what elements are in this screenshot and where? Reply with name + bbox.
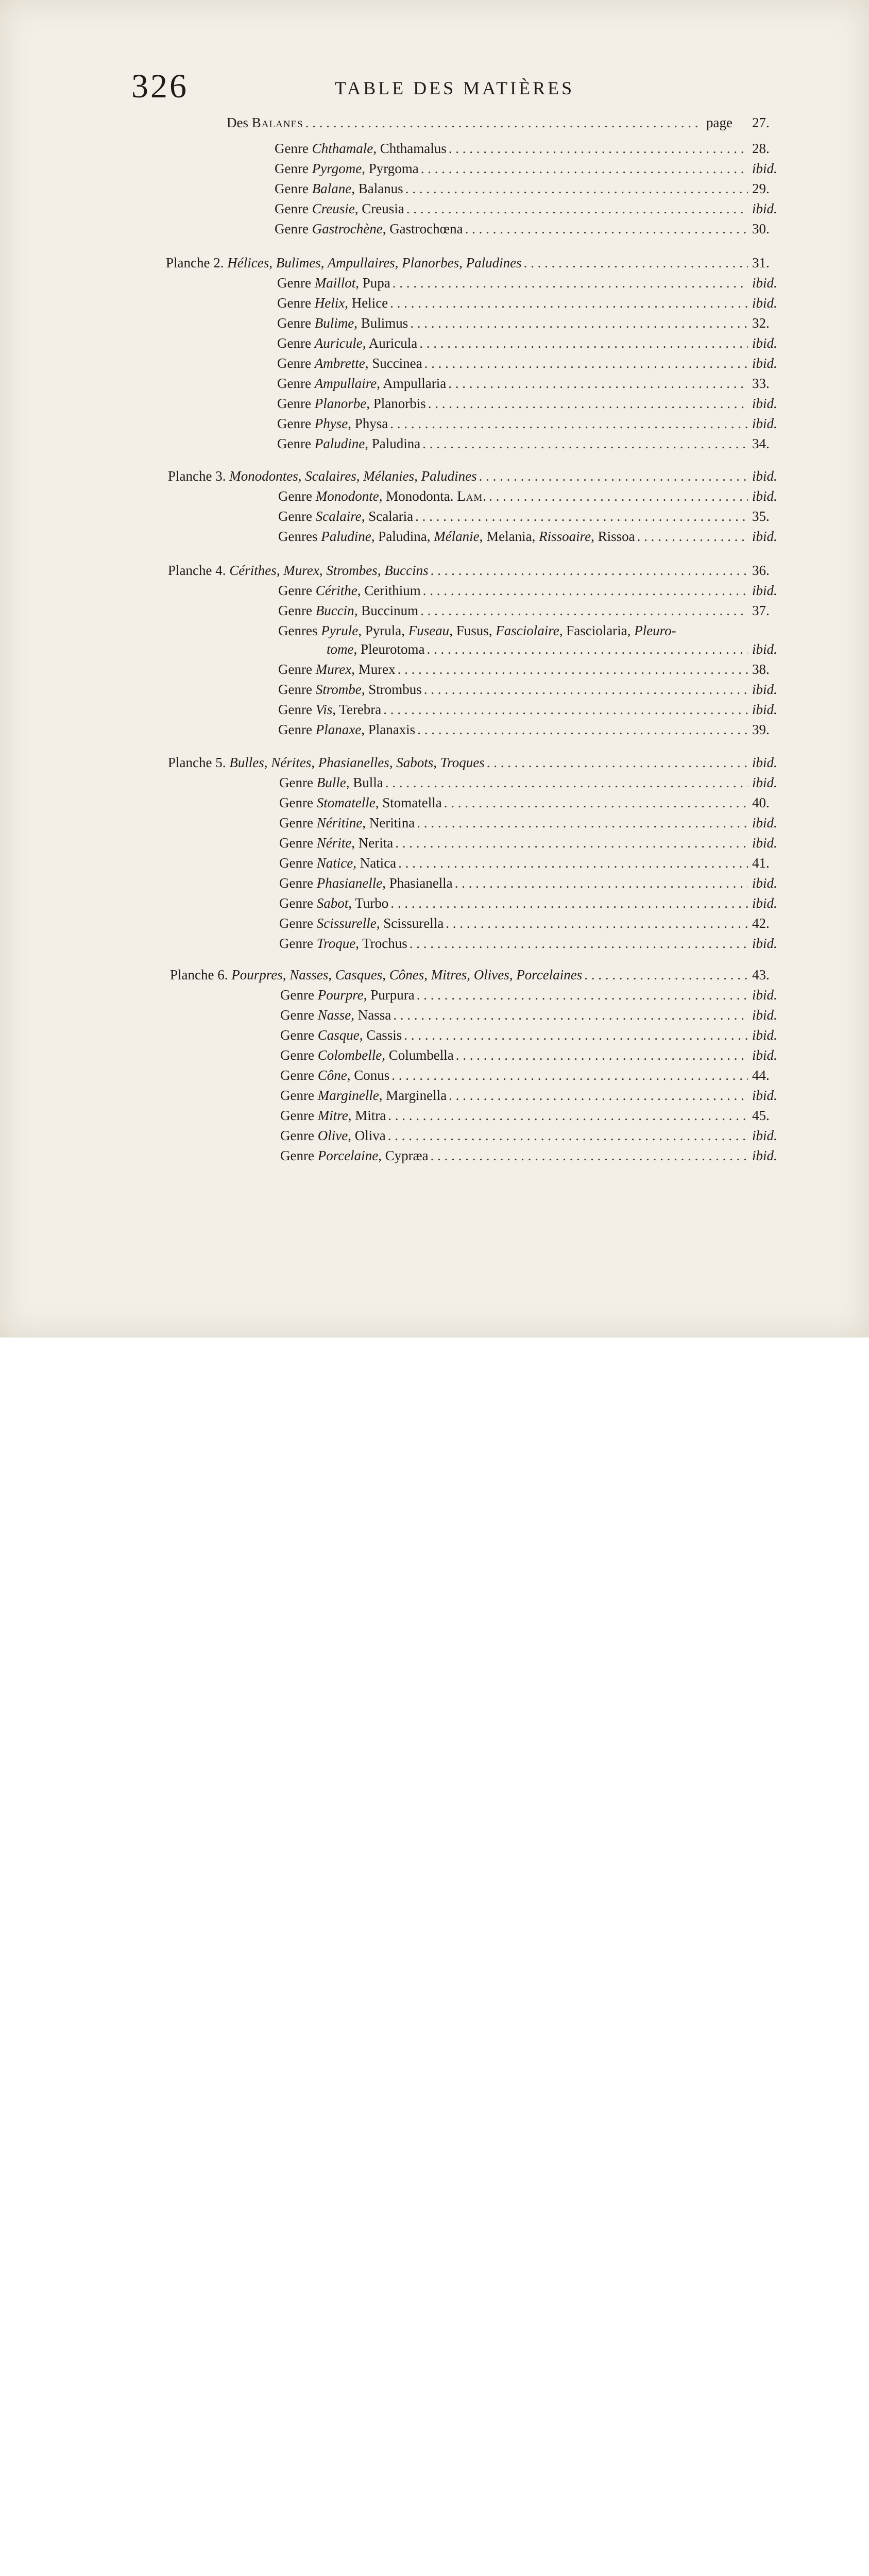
entry-latin-name: , Conus xyxy=(347,1067,390,1083)
toc-entry xyxy=(280,1086,788,1105)
entry-lead: Genre xyxy=(280,1067,318,1083)
entry-latin-name: , Auricula xyxy=(362,335,418,351)
entry-lead: Genre xyxy=(278,603,316,618)
entry-lead: Genre xyxy=(279,895,317,911)
entry-lead: Genre xyxy=(277,295,315,311)
entry-genus-name: Nasse xyxy=(317,1007,351,1023)
entry-latin-name: , Creusia xyxy=(354,201,404,216)
toc-entry xyxy=(279,914,788,933)
entry-lead: Genre xyxy=(280,1128,318,1143)
entry-lead: Planche 6. xyxy=(170,967,232,982)
toc-entry xyxy=(280,1066,788,1084)
entry-latin-name: , Nassa xyxy=(351,1007,391,1023)
dot-leader xyxy=(390,414,748,433)
toc-entry xyxy=(279,834,788,852)
entry-lead: Genre xyxy=(279,875,317,891)
toc-entry xyxy=(278,527,788,546)
dot-leader xyxy=(393,1006,748,1024)
dot-leader xyxy=(305,113,702,132)
entry-genus-name: Murex xyxy=(315,662,352,677)
entry-latin-name: , Chthamalus xyxy=(373,141,447,156)
entry-lead: Genre xyxy=(278,682,316,697)
dot-leader xyxy=(423,581,748,600)
toc-entry xyxy=(279,874,788,892)
entry-latin-name: , Neritina xyxy=(362,815,415,831)
entry-genus-name: Olive xyxy=(317,1128,348,1143)
toc-entry xyxy=(275,199,788,218)
entry-lead: Genre xyxy=(280,1007,318,1023)
dot-leader xyxy=(584,965,748,984)
entry-latin-name: , Stomatella xyxy=(375,795,442,810)
entry-genus-name: Pyrule xyxy=(321,623,359,638)
toc-entry xyxy=(275,179,788,198)
entry-latin-name: , Melania, xyxy=(479,529,539,544)
entry-genus-name: Rissoaire xyxy=(539,529,591,544)
toc-entry xyxy=(278,601,788,620)
entry-genus-name: Creusie xyxy=(312,201,355,216)
toc-entry xyxy=(170,965,788,984)
page-reference: ibid. xyxy=(752,1047,777,1063)
toc-entry xyxy=(279,934,788,953)
entry-latin-name: , Bulla xyxy=(346,775,383,790)
toc-entry xyxy=(168,561,788,580)
toc-entry xyxy=(277,414,788,433)
page-reference: 33. xyxy=(752,376,770,391)
page-reference: ibid. xyxy=(752,1007,777,1023)
entry-genus-name: Nérite xyxy=(316,835,352,851)
toc-entry xyxy=(280,1026,788,1044)
page-reference: ibid. xyxy=(752,895,777,911)
toc-entry xyxy=(280,986,788,1004)
page-reference: ibid. xyxy=(752,161,777,176)
entry-latin-name: , Gastrochœna xyxy=(382,221,463,236)
entry-genus-name: Buccin xyxy=(315,603,354,618)
entry-genus-name: Gastrochène xyxy=(312,221,383,236)
entry-genus-name: Ambrette xyxy=(314,355,365,371)
dot-leader xyxy=(393,274,748,292)
dot-leader xyxy=(448,374,748,393)
entry-lead: Genre xyxy=(275,161,312,176)
dot-leader xyxy=(424,354,748,372)
entry-latin-name: , Terebra xyxy=(332,702,382,717)
entry-latin-name: , Strombus xyxy=(361,682,422,697)
toc-entry xyxy=(280,1046,788,1064)
running-head: TABLE DES MATIÈRES xyxy=(335,78,575,98)
page-reference: 39. xyxy=(752,722,770,737)
page-reference: 40. xyxy=(752,795,770,810)
entry-latin-name: , Trochus xyxy=(355,936,407,951)
entry-latin-name: , Succinea xyxy=(365,355,422,371)
toc-entry xyxy=(278,621,788,640)
page-reference: 29. xyxy=(752,181,770,196)
toc-entry xyxy=(166,253,788,272)
entry-genus-name: Pyrgome xyxy=(312,161,362,176)
entry-lead: Genre xyxy=(279,775,317,790)
page-reference: 43. xyxy=(752,967,770,982)
entry-genus-name: Fasciolaire xyxy=(496,623,559,638)
entry-genus-name: Cône xyxy=(317,1067,347,1083)
entry-genus-name: Scissurelle xyxy=(316,916,377,931)
entry-latin-name: , Cerithium xyxy=(357,583,421,598)
page-reference: ibid. xyxy=(752,682,777,697)
entry-latin-name: , Scissurella xyxy=(376,916,444,931)
page-reference: ibid. xyxy=(752,488,777,504)
toc-entry xyxy=(279,814,788,832)
page-reference: ibid. xyxy=(752,815,777,831)
page-reference: ibid. xyxy=(752,775,777,790)
toc-entry xyxy=(278,720,788,739)
entry-latin-name: , Pleurotoma xyxy=(353,641,425,657)
dot-leader xyxy=(455,874,748,892)
dot-leader xyxy=(405,179,748,198)
dot-leader xyxy=(487,753,748,772)
page-reference: ibid. xyxy=(752,641,777,657)
page-reference: 27. xyxy=(752,115,770,130)
toc-entry xyxy=(277,314,788,332)
dot-leader xyxy=(390,894,748,912)
entry-genus-name: Ampullaire xyxy=(314,376,377,391)
entry-lead: Planche 5. xyxy=(168,755,230,770)
entry-latin-name: , Rissoa xyxy=(591,529,635,544)
entry-latin-name: , Paludina xyxy=(365,436,421,451)
entry-lead: Genre xyxy=(279,815,317,831)
page-reference: ibid. xyxy=(752,702,777,717)
page-reference: 42. xyxy=(752,916,770,931)
toc-entry xyxy=(278,581,788,600)
entry-lead: Genre xyxy=(280,1088,318,1103)
entry-genus-name: Colombelle xyxy=(317,1047,382,1063)
dot-leader xyxy=(419,334,748,352)
dot-leader xyxy=(417,814,748,832)
dot-leader xyxy=(410,934,748,953)
entry-lead: Planche 3. xyxy=(168,468,230,484)
entry-lead: Genre xyxy=(277,335,315,351)
page-reference: ibid. xyxy=(752,335,777,351)
toc-entry xyxy=(277,374,788,393)
dot-leader xyxy=(421,159,748,178)
entry-genus-name: Stomatelle xyxy=(316,795,376,810)
toc-entry xyxy=(279,894,788,912)
entry-lead: Genre xyxy=(275,181,312,196)
entry-genus-name: Paludine xyxy=(321,529,371,544)
entry-genus-name: Balane xyxy=(312,181,352,196)
toc-entry xyxy=(277,334,788,352)
dot-leader xyxy=(390,294,748,312)
entry-genus-name: Fuseau xyxy=(408,623,450,638)
dot-leader xyxy=(398,660,748,679)
entry-lead: Genre xyxy=(275,141,312,156)
toc-entry xyxy=(327,640,788,658)
entry-lead: Genre xyxy=(275,221,312,236)
toc-entry xyxy=(278,680,788,699)
entry-lead: Genre xyxy=(275,201,312,216)
toc-entry xyxy=(277,274,788,292)
toc-entry xyxy=(275,139,788,158)
dot-leader xyxy=(410,314,748,332)
entry-lead: Genre xyxy=(280,1108,318,1123)
page-reference: ibid. xyxy=(752,275,777,291)
entry-lead: Genre xyxy=(278,722,316,737)
entry-lead: Genre xyxy=(278,509,316,524)
page-reference: ibid. xyxy=(752,1148,777,1163)
dot-leader xyxy=(388,1126,748,1145)
entry-genus-name: Natice xyxy=(316,855,353,871)
entry-genus-name: Paludine xyxy=(314,436,365,451)
entry-lead: Genre xyxy=(277,355,315,371)
entry-genus-name: Helix xyxy=(314,295,345,311)
dot-leader xyxy=(420,601,748,620)
entry-lead: Genre xyxy=(277,396,315,411)
entry-latin-name: , Oliva xyxy=(348,1128,386,1143)
entry-latin-name: , Scalaria xyxy=(361,509,414,524)
page-reference: ibid. xyxy=(752,835,777,851)
entry-latin-name: , Helice xyxy=(345,295,388,311)
entry-latin-name: , Ampullaria xyxy=(377,376,447,391)
dot-leader xyxy=(449,139,748,158)
entry-genus-name: Hélices, Bulimes, Ampullaires, Planorbes, Paludines xyxy=(227,255,522,270)
entry-genus-name: Monodonte xyxy=(315,488,379,504)
entry-lead: Genre xyxy=(277,315,315,331)
page-word: page xyxy=(706,115,732,130)
dot-leader xyxy=(524,253,748,272)
entry-genus-name: Pleuro- xyxy=(634,623,676,638)
page-reference: 44. xyxy=(752,1067,770,1083)
entry-latin-name: , Physa xyxy=(348,416,388,431)
dot-leader xyxy=(465,219,748,238)
entry-lead: Genre xyxy=(279,795,317,810)
entry-lead: Genre xyxy=(280,1047,318,1063)
entry-latin-name: , Cypræa xyxy=(378,1148,429,1163)
toc-entry xyxy=(275,159,788,178)
entry-genus-name: Casque xyxy=(317,1027,360,1043)
dot-leader xyxy=(456,1046,748,1064)
dot-leader xyxy=(431,1146,748,1165)
toc-entry xyxy=(280,1146,788,1165)
dot-leader xyxy=(385,773,748,792)
toc-entry xyxy=(277,394,788,413)
entry-genus-name: Porcelaine xyxy=(317,1148,379,1163)
toc-entry xyxy=(280,1126,788,1145)
entry-latin-name: , Murex xyxy=(351,662,396,677)
dot-leader xyxy=(479,467,748,485)
entry-genus-name: Néritine xyxy=(316,815,363,831)
page-reference: ibid. xyxy=(752,936,777,951)
entry-genus-name: Planorbe xyxy=(314,396,367,411)
toc-entry xyxy=(168,467,788,485)
dot-leader xyxy=(424,680,748,699)
dot-leader xyxy=(395,834,748,852)
entry-latin-name: , Paludina, xyxy=(371,529,434,544)
entry-lead: Genre xyxy=(277,436,315,451)
entry-genus-name: Pourpres, Nasses, Casques, Cônes, Mitres, Olives, Porcelaines xyxy=(231,967,583,982)
entry-latin-name: , Pyrula, xyxy=(358,623,408,638)
page-reference: 36. xyxy=(752,563,770,578)
page-reference: 41. xyxy=(752,855,770,871)
entry-genus-name: Sabot xyxy=(316,895,349,911)
entry-genus-name: Marginelle xyxy=(317,1088,379,1103)
page-reference: ibid. xyxy=(752,987,777,1003)
entry-latin-name: , Nerita xyxy=(351,835,394,851)
dot-leader xyxy=(489,487,748,505)
page-reference: 32. xyxy=(752,315,770,331)
page-number: 326 xyxy=(131,67,189,105)
toc-entry xyxy=(279,773,788,792)
entry-latin-name: , Natica xyxy=(353,855,397,871)
entry-latin-name: , Planorbis xyxy=(366,396,426,411)
entry-genus-name: Monodontes, Scalaires, Mélanies, Paludines xyxy=(229,468,477,484)
page-reference: ibid. xyxy=(752,396,777,411)
entry-latin-name: , Pyrgoma xyxy=(362,161,419,176)
entry-lead: Genre xyxy=(278,488,316,504)
entry-lead: Genre xyxy=(277,416,315,431)
entry-latin-name: , Turbo xyxy=(348,895,389,911)
toc-entry xyxy=(168,753,788,772)
entry-genus-name: Planaxe xyxy=(315,722,362,737)
entry-genus-name: Physe xyxy=(314,416,348,431)
entry-lead: Genre xyxy=(279,835,317,851)
entry-genus-name: Cérithes, Murex, Strombes, Buccins xyxy=(229,563,429,578)
page-reference: 45. xyxy=(752,1108,770,1123)
entry-latin-name: , Planaxis xyxy=(361,722,416,737)
entry-lead: Genre xyxy=(280,1027,318,1043)
entry-lead: Genre xyxy=(280,987,318,1003)
entry-latin-name: , Cassis xyxy=(359,1027,402,1043)
entry-genus-name: Cérithe xyxy=(315,583,357,598)
page-reference: 35. xyxy=(752,509,770,524)
entry-lead: Genre xyxy=(278,583,316,598)
dot-leader xyxy=(449,1086,748,1105)
toc-entry xyxy=(280,1106,788,1125)
entry-latin-name: , Fusus, xyxy=(449,623,496,638)
page-reference: 37. xyxy=(752,603,770,618)
dot-leader xyxy=(637,527,748,546)
entry-lead: Planche 4. xyxy=(168,563,230,578)
toc-entry xyxy=(280,1006,788,1024)
toc-entry xyxy=(277,294,788,312)
dot-leader xyxy=(427,640,748,658)
page-reference: 34. xyxy=(752,436,770,451)
entry-genus-name: Auricule xyxy=(314,335,363,351)
entry-latin-name: , Marginella xyxy=(379,1088,447,1103)
toc-entry xyxy=(278,700,788,719)
entry-genus-name: Strombe xyxy=(315,682,362,697)
entry-latin-name: , Columbella xyxy=(382,1047,454,1063)
toc-entry xyxy=(277,354,788,372)
entry-latin-name: , Balanus xyxy=(351,181,403,196)
entry-latin-name: , Monodonta. xyxy=(379,488,457,504)
page-reference: 31. xyxy=(752,255,770,270)
entry-latin-name: , Mitra xyxy=(348,1108,386,1123)
entry-lead: Genre xyxy=(278,662,316,677)
dot-leader xyxy=(446,914,748,933)
dot-leader xyxy=(388,1106,748,1125)
page-reference: ibid. xyxy=(752,468,777,484)
toc-entry xyxy=(277,434,788,453)
entry-latin-name: , Fasciolaria, xyxy=(559,623,635,638)
dot-leader xyxy=(406,199,748,218)
entry-latin-name: , Buccinum xyxy=(354,603,419,618)
entry-latin-name: , Pupa xyxy=(355,275,390,291)
entry-lead: Genre xyxy=(277,376,315,391)
page-reference: ibid. xyxy=(752,416,777,431)
page-reference: ibid. xyxy=(752,355,777,371)
entry-lead: Genre xyxy=(277,275,315,291)
toc-entry xyxy=(278,660,788,679)
page-reference: ibid. xyxy=(752,1088,777,1103)
footer-bar xyxy=(0,1337,869,1401)
entry-genus-name: Bulime xyxy=(314,315,354,331)
entry-lead: Genre xyxy=(278,702,316,717)
entry-lead: Genre xyxy=(279,936,317,951)
toc-entry xyxy=(279,854,788,872)
entry-lead: Genre xyxy=(279,916,317,931)
toc-entry xyxy=(279,793,788,812)
entry-genus-name: Pourpre xyxy=(317,987,364,1003)
page-reference: ibid. xyxy=(752,529,777,544)
entry-lead: Genre xyxy=(280,1148,318,1163)
entry-genus-name: Bulles, Nérites, Phasianelles, Sabots, Troques xyxy=(229,755,485,770)
entry-genus-name: Scalaire xyxy=(315,509,362,524)
entry-genus-name: Phasianelle xyxy=(316,875,383,891)
entry-genus-name: Maillot xyxy=(314,275,356,291)
entry-latin-name: , Bulimus xyxy=(354,315,408,331)
dot-leader xyxy=(404,1026,748,1044)
toc-entry xyxy=(278,487,788,505)
entry-latin-name: , Phasianella xyxy=(382,875,453,891)
page-reference: ibid. xyxy=(752,1128,777,1143)
dot-leader xyxy=(415,507,748,526)
dot-leader xyxy=(431,561,748,580)
dot-leader xyxy=(383,700,748,719)
dot-leader xyxy=(417,720,748,739)
dot-leader xyxy=(422,434,748,453)
entry-genus-name: Chthamale xyxy=(312,141,373,156)
entry-genus-name: Mélanie xyxy=(434,529,480,544)
entry-genus-name: Troque xyxy=(316,936,356,951)
dot-leader xyxy=(444,793,748,812)
entry-genus-name: Mitre xyxy=(317,1108,348,1123)
entry-genus-name: Vis xyxy=(315,702,333,717)
page-reference: 38. xyxy=(752,662,770,677)
entry-lead: Planche 2. xyxy=(166,255,228,270)
entry-lead: Genre xyxy=(279,855,317,871)
entry-lead: Des xyxy=(227,115,252,130)
entry-lead: Genres xyxy=(278,529,321,544)
dot-leader xyxy=(417,986,748,1004)
page-reference: ibid. xyxy=(752,1027,777,1043)
page-reference: 28. xyxy=(752,141,770,156)
toc-entry xyxy=(227,113,788,132)
entry-lead: Genres xyxy=(278,623,321,638)
page-reference: ibid. xyxy=(752,583,777,598)
dot-leader xyxy=(391,1066,748,1084)
entry-small-caps: Balanes xyxy=(251,115,303,130)
page-reference: ibid. xyxy=(752,875,777,891)
page-reference: ibid. xyxy=(752,295,777,311)
dot-leader xyxy=(428,394,748,413)
toc-entry xyxy=(278,507,788,526)
page-reference: 30. xyxy=(752,221,770,236)
entry-genus-name: tome xyxy=(327,641,354,657)
page-reference: ibid. xyxy=(752,201,777,216)
toc-entry xyxy=(275,219,788,238)
entry-author: Lam. xyxy=(457,488,487,504)
entry-genus-name: Bulle xyxy=(316,775,346,790)
page-reference: ibid. xyxy=(752,755,777,770)
dot-leader xyxy=(398,854,748,872)
entry-latin-name: , Purpura xyxy=(363,987,415,1003)
